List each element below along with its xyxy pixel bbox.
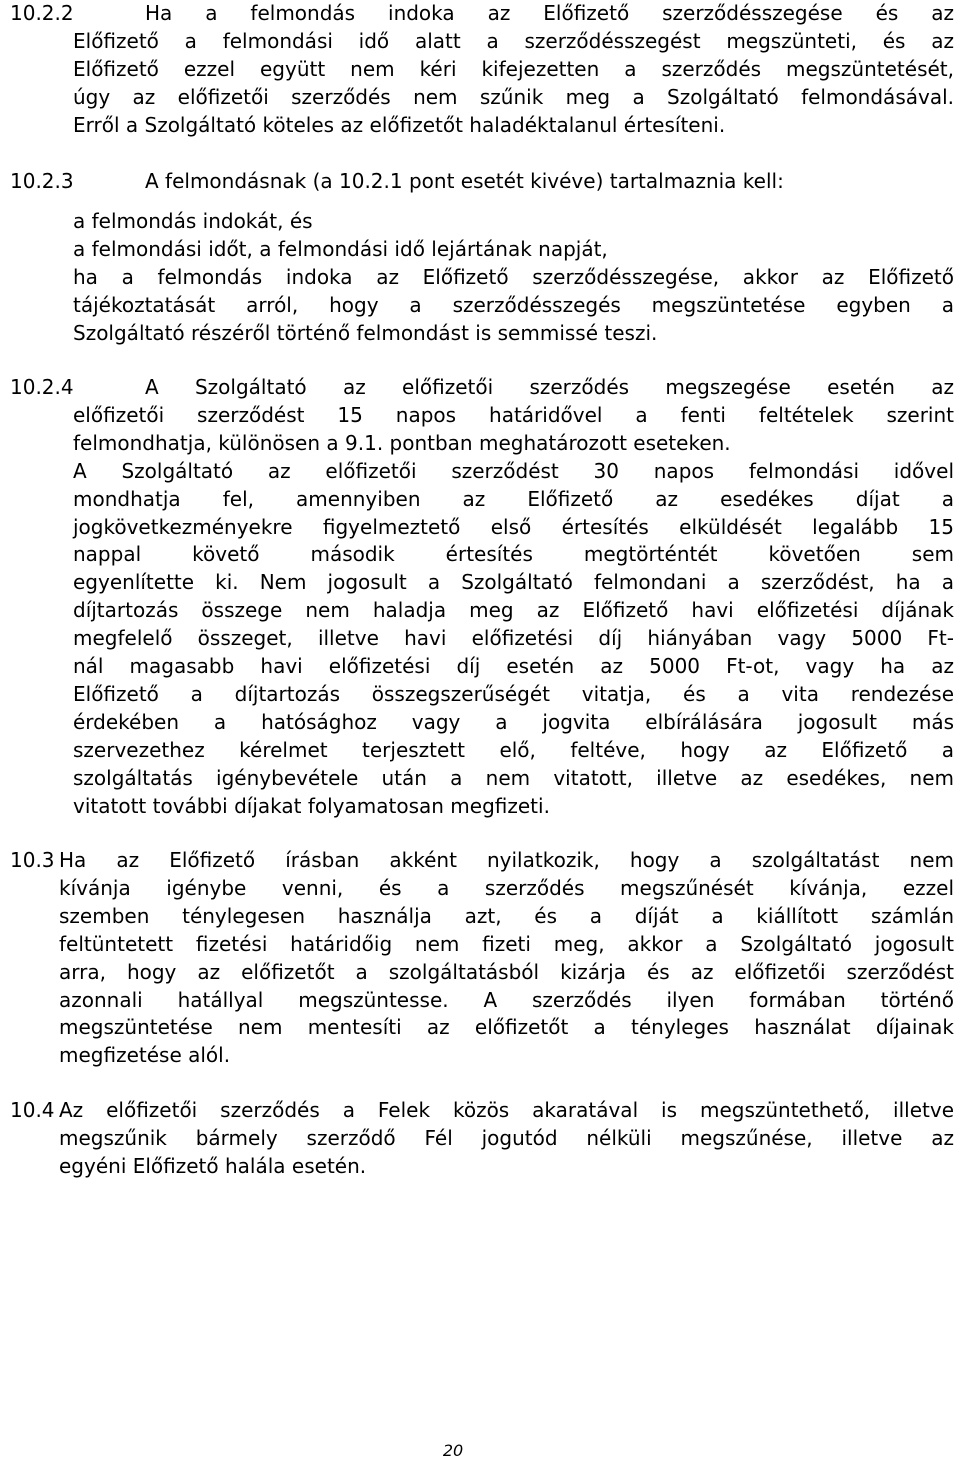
text-line: megszűnik bármely szerződő Fél jogutód nélküli megszűnése, illetve az <box>59 1125 954 1150</box>
section-number: 10.2.2 <box>10 1 74 25</box>
text-line: feltüntetett fizetési határidőig nem fizeti meg, akkor a Szolgáltató jogosult <box>59 931 954 956</box>
section-heading: A felmondásnak (a 10.2.1 pont esetét kivéve) tartalmaznia kell: <box>145 169 784 193</box>
section-10-2-3 <box>10 168 954 196</box>
text-line: mondhatja fel, amennyiben az Előfizető az esedékes díjat a <box>73 486 954 511</box>
section-10-3 <box>10 847 954 1070</box>
section-10-2-3-items <box>10 208 954 348</box>
list-item: Szolgáltató részéről történő felmondást is semmissé teszi. <box>73 320 658 345</box>
section-number: 10.4 <box>10 1098 55 1122</box>
section-10-2-4 <box>10 374 954 821</box>
text-line: Az előfizetői szerződés a Felek közös akaratával is megszüntethető, illetve <box>59 1098 954 1122</box>
list-item: a felmondás indokát, és <box>73 209 313 233</box>
list-item: a felmondási időt, a felmondási idő lejártának napját, <box>73 236 608 261</box>
text-line: nappal követő második értesítés megtörténtét követően sem <box>73 542 954 567</box>
text-line: azonnali hatállyal megszüntesse. A szerződés ilyen formában történő <box>59 987 954 1012</box>
text-line: szemben ténylegesen használja azt, és a díját a kiállított számlán <box>59 903 954 928</box>
text-line: arra, hogy az előfizetőt a szolgáltatásból kizárja és az előfizetői szerződést <box>59 959 954 984</box>
text-line: előfizetői szerződést 15 napos határidővel a fenti feltételek szerint <box>73 402 954 427</box>
section-text <box>73 374 954 821</box>
section-text <box>59 1097 954 1181</box>
text-line: szolgáltatás igénybevétele után a nem vitatott, illetve az esedékes, nem <box>73 765 954 790</box>
text-line: érdekében a hatósághoz vagy a jogvita elbírálására jogosult más <box>73 709 954 734</box>
section-10-4 <box>10 1097 954 1181</box>
text-line: vitatott további díjakat folyamatosan megfizeti. <box>73 793 550 818</box>
text-line: díjtartozás összege nem haladja meg az Előfizető havi előfizetési díjának <box>73 598 954 623</box>
text-line: úgy az előfizetői szerződés nem szűnik meg a Szolgáltató felmondásával. <box>73 84 954 109</box>
text-line: jogkövetkezményekre figyelmeztető első értesítés elküldését legalább 15 <box>73 514 954 539</box>
list-item: tájékoztatását arról, hogy a szerződésszegés megszüntetése egyben a <box>73 292 954 317</box>
section-text <box>59 847 954 1070</box>
section-number: 10.2.4 <box>10 375 74 399</box>
section-text <box>73 0 954 140</box>
text-line: egyéni Előfizető halála esetén. <box>59 1153 367 1178</box>
text-line: megfelelő összeget, illetve havi előfizetési díj hiányában vagy 5000 Ft- <box>73 626 954 651</box>
text-line: A Szolgáltató az előfizetői szerződés megszegése esetén az <box>145 375 954 399</box>
text-line: nál magasabb havi előfizetési díj esetén az 5000 Ft-ot, vagy ha az <box>73 654 954 679</box>
list-item: ha a felmondás indoka az Előfizető szerződésszegése, akkor az Előfizető <box>73 264 954 289</box>
section-number: 10.2.3 <box>10 169 74 193</box>
page-number: 20 <box>442 1441 464 1460</box>
text-line: Erről a Szolgáltató köteles az előfizetőt haladéktalanul értesíteni. <box>73 112 726 137</box>
text-line: megszüntetése nem mentesíti az előfizetőt a tényleges használat díjainak <box>59 1015 954 1040</box>
text-line: egyenlítette ki. Nem jogosult a Szolgáltató felmondani a szerződést, ha a <box>73 570 954 595</box>
item-list <box>73 208 954 348</box>
text-line: szervezethez kérelmet terjesztett elő, feltéve, hogy az Előfizető a <box>73 737 954 762</box>
text-line: felmondhatja, különösen a 9.1. pontban meghatározott eseteken. <box>73 430 731 455</box>
text-line: megfizetése alól. <box>59 1043 231 1068</box>
text-line: Előfizető ezzel együtt nem kéri kifejezetten a szerződés megszüntetését, <box>73 56 954 81</box>
text-line: A Szolgáltató az előfizetői szerződést 30 napos felmondási idővel <box>73 458 954 483</box>
section-10-2-2 <box>10 0 954 140</box>
text-line: Előfizető a díjtartozás összegszerűségét vitatja, és a vita rendezése <box>73 681 954 706</box>
text-line: Ha az Előfizető írásban akként nyilatkozik, hogy a szolgáltatást nem <box>59 848 954 872</box>
text-line: Ha a felmondás indoka az Előfizető szerződésszegése és az <box>145 1 954 25</box>
section-number: 10.3 <box>10 848 55 872</box>
text-line: Előfizető a felmondási idő alatt a szerződésszegést megszünteti, és az <box>73 28 954 53</box>
text-line: kívánja igénybe venni, és a szerződés megszűnését kívánja, ezzel <box>59 875 954 900</box>
